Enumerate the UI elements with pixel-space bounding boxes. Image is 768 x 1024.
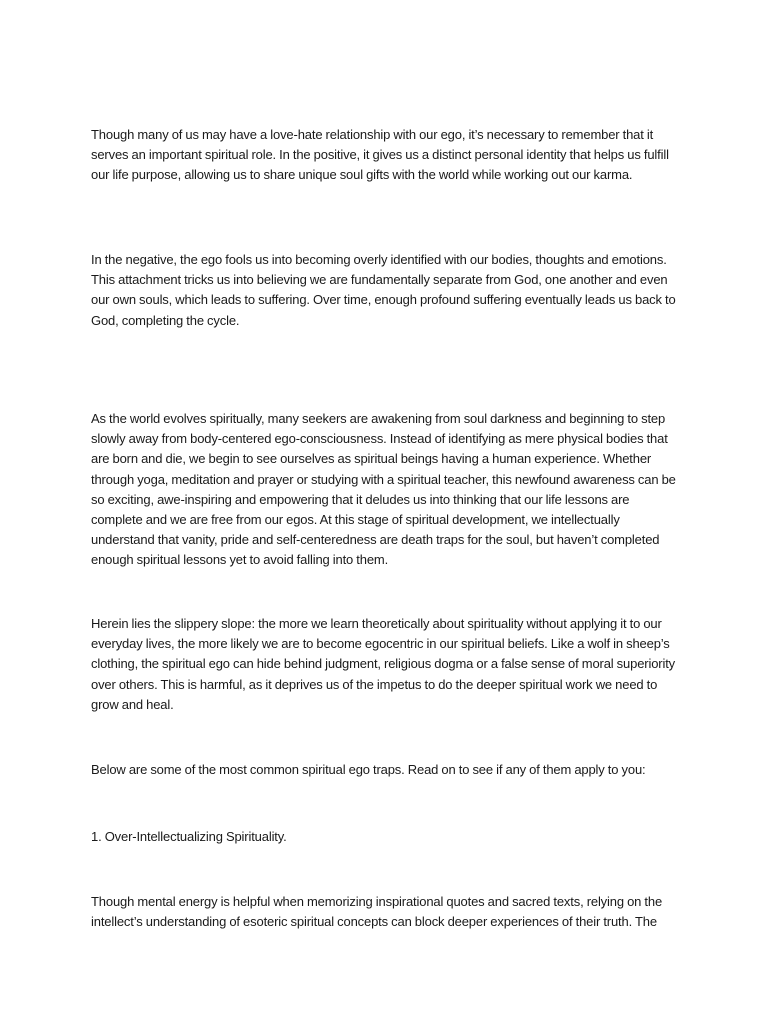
paragraph-ego-negative: In the negative, the ego fools us into becoming overly identified with our bodies, thoughts and emotions. This attachment tricks us into believing we are fundamentally separate from God, one another and even our own souls, which leads to suffering. Over time, enough profound suffering eventually leads us back to God, completing the cycle. bbox=[91, 252, 676, 328]
paragraph-slippery-slope: Herein lies the slippery slope: the more we learn theoretically about spirituality without applying it to our everyday lives, the more likely we are to become egocentric in our spiritual beliefs. Like a wolf in sheep’s clothing, the spiritual ego can hide behind judgment, religious dogma or a false sense of moral superiority over others. This is harmful, as it deprives us of the impetus to do the deeper spiritual work we need to grow and heal. bbox=[91, 616, 675, 712]
paragraph-ego-traps-intro: Below are some of the most common spiritual ego traps. Read on to see if any of them apply to you: bbox=[91, 762, 646, 777]
paragraph-spiritual-evolution: As the world evolves spiritually, many seekers are awakening from soul darkness and beginning to step slowly away from body-centered ego-consciousness. Instead of identifying as mere physical bodies that are born and die, we begin to see ourselves as spiritual beings having a human experience. Whether through yoga, meditation and prayer or studying with a spiritual teacher, this newfound awareness can be so exciting, awe-inspiring and empowering that it deludes us into thinking that our life lessons are complete and we are free from our egos. At this stage of spiritual development, we intellectually understand that vanity, pride and self-centeredness are death traps for the soul, but haven’t completed enough spiritual lessons yet to avoid falling into them. bbox=[91, 411, 676, 568]
paragraph-ego-role: Though many of us may have a love-hate relationship with our ego, it’s necessary to remember that it serves an important spiritual role. In the positive, it gives us a distinct personal identity that helps us fulfill our life purpose, allowing us to share unique soul gifts with the world while working out our karma. bbox=[91, 127, 669, 183]
section-heading-over-intellectualizing: 1. Over-Intellectualizing Spirituality. bbox=[91, 829, 287, 844]
paragraph-mental-energy: Though mental energy is helpful when memorizing inspirational quotes and sacred texts, relying on the intellect’s understanding of esoteric spiritual concepts can block deeper experiences of their truth. The bbox=[91, 894, 663, 930]
